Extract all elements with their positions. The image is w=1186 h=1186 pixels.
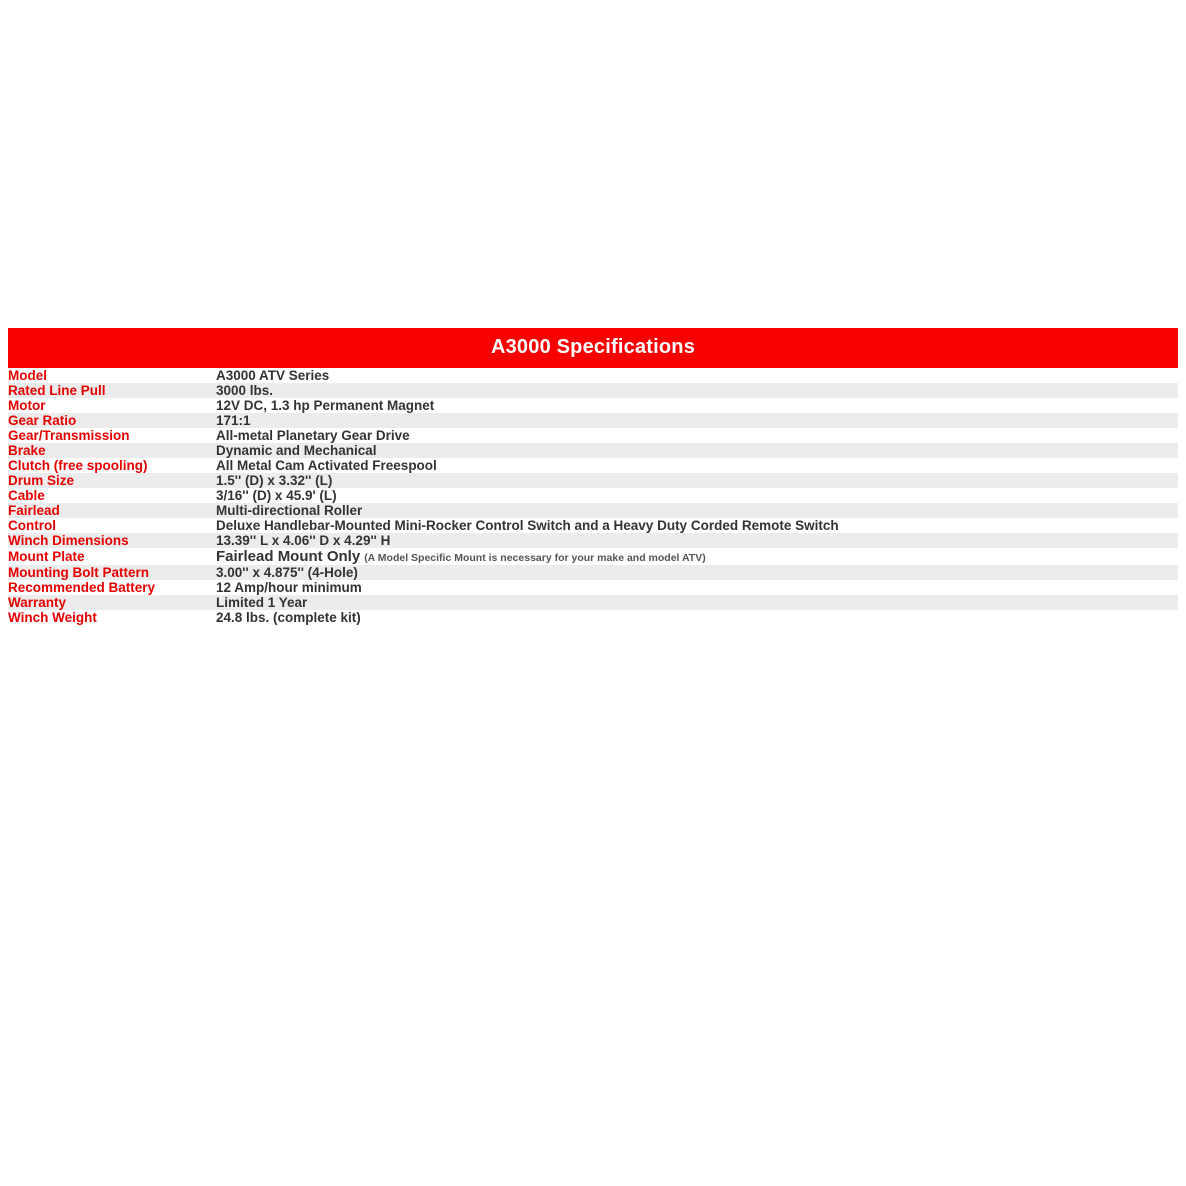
spec-value (216, 473, 1178, 488)
table-row (8, 518, 1178, 533)
spec-label: Gear/Transmission (8, 428, 216, 443)
spec-value-main: All-metal Planetary Gear Drive (216, 428, 410, 443)
spec-value (216, 518, 1178, 533)
spec-value-note: (A Model Specific Mount is necessary for your make and model ATV) (364, 552, 706, 564)
table-row (8, 533, 1178, 548)
spec-value-main: 12 Amp/hour minimum (216, 580, 362, 595)
spec-value-main: A3000 ATV Series (216, 368, 330, 383)
table-title: A3000 Specifications (8, 328, 1178, 368)
table-row (8, 428, 1178, 443)
spec-label: Fairlead (8, 503, 216, 518)
table-body (8, 368, 1178, 625)
spec-value (216, 428, 1178, 443)
spec-value-main: 3.00'' x 4.875'' (4-Hole) (216, 565, 358, 580)
spec-label: Model (8, 368, 216, 383)
spec-value-main: 3/16'' (D) x 45.9' (L) (216, 488, 337, 503)
specifications-table (8, 328, 1178, 625)
spec-label: Drum Size (8, 473, 216, 488)
spec-label: Winch Weight (8, 610, 216, 625)
spec-label: Winch Dimensions (8, 533, 216, 548)
spec-value-main: 13.39'' L x 4.06'' D x 4.29'' H (216, 533, 391, 548)
spec-label: Mount Plate (8, 548, 216, 565)
table-row (8, 458, 1178, 473)
table-row (8, 383, 1178, 398)
table-row (8, 548, 1178, 565)
spec-label: Recommended Battery (8, 580, 216, 595)
spec-value-main: 12V DC, 1.3 hp Permanent Magnet (216, 398, 435, 413)
spec-label: Clutch (free spooling) (8, 458, 216, 473)
table-row (8, 413, 1178, 428)
table-row (8, 398, 1178, 413)
table-row (8, 443, 1178, 458)
table-row (8, 580, 1178, 595)
table-row (8, 368, 1178, 383)
spec-value (216, 503, 1178, 518)
spec-label: Mounting Bolt Pattern (8, 565, 216, 580)
specifications-panel (8, 328, 1178, 625)
spec-value (216, 398, 1178, 413)
spec-label: Motor (8, 398, 216, 413)
spec-value-main: Fairlead Mount Only (216, 548, 361, 565)
table-row (8, 610, 1178, 625)
spec-label: Cable (8, 488, 216, 503)
spec-value-main: Dynamic and Mechanical (216, 443, 377, 458)
table-row (8, 503, 1178, 518)
spec-value (216, 533, 1178, 548)
spec-value (216, 548, 1178, 565)
spec-value (216, 488, 1178, 503)
spec-label: Warranty (8, 595, 216, 610)
spec-value-main: 3000 lbs. (216, 383, 274, 398)
spec-label: Rated Line Pull (8, 383, 216, 398)
spec-value-main: 24.8 lbs. (complete kit) (216, 610, 361, 625)
spec-value (216, 383, 1178, 398)
spec-label: Brake (8, 443, 216, 458)
spec-value-main: Deluxe Handlebar-Mounted Mini-Rocker Control Switch and a Heavy Duty Corded Remote Switch (216, 518, 839, 533)
spec-value-main: All Metal Cam Activated Freespool (216, 458, 437, 473)
spec-value (216, 580, 1178, 595)
table-row (8, 488, 1178, 503)
spec-label: Gear Ratio (8, 413, 216, 428)
spec-value (216, 458, 1178, 473)
spec-value-main: 171:1 (216, 413, 251, 428)
spec-value-main: Multi-directional Roller (216, 503, 363, 518)
table-row (8, 595, 1178, 610)
spec-value (216, 443, 1178, 458)
spec-value (216, 413, 1178, 428)
spec-value (216, 610, 1178, 625)
table-row (8, 565, 1178, 580)
spec-value (216, 595, 1178, 610)
spec-value (216, 565, 1178, 580)
spec-value-main: Limited 1 Year (216, 595, 308, 610)
spec-label: Control (8, 518, 216, 533)
spec-value (216, 368, 1178, 383)
table-row (8, 473, 1178, 488)
spec-value-main: 1.5'' (D) x 3.32'' (L) (216, 473, 333, 488)
